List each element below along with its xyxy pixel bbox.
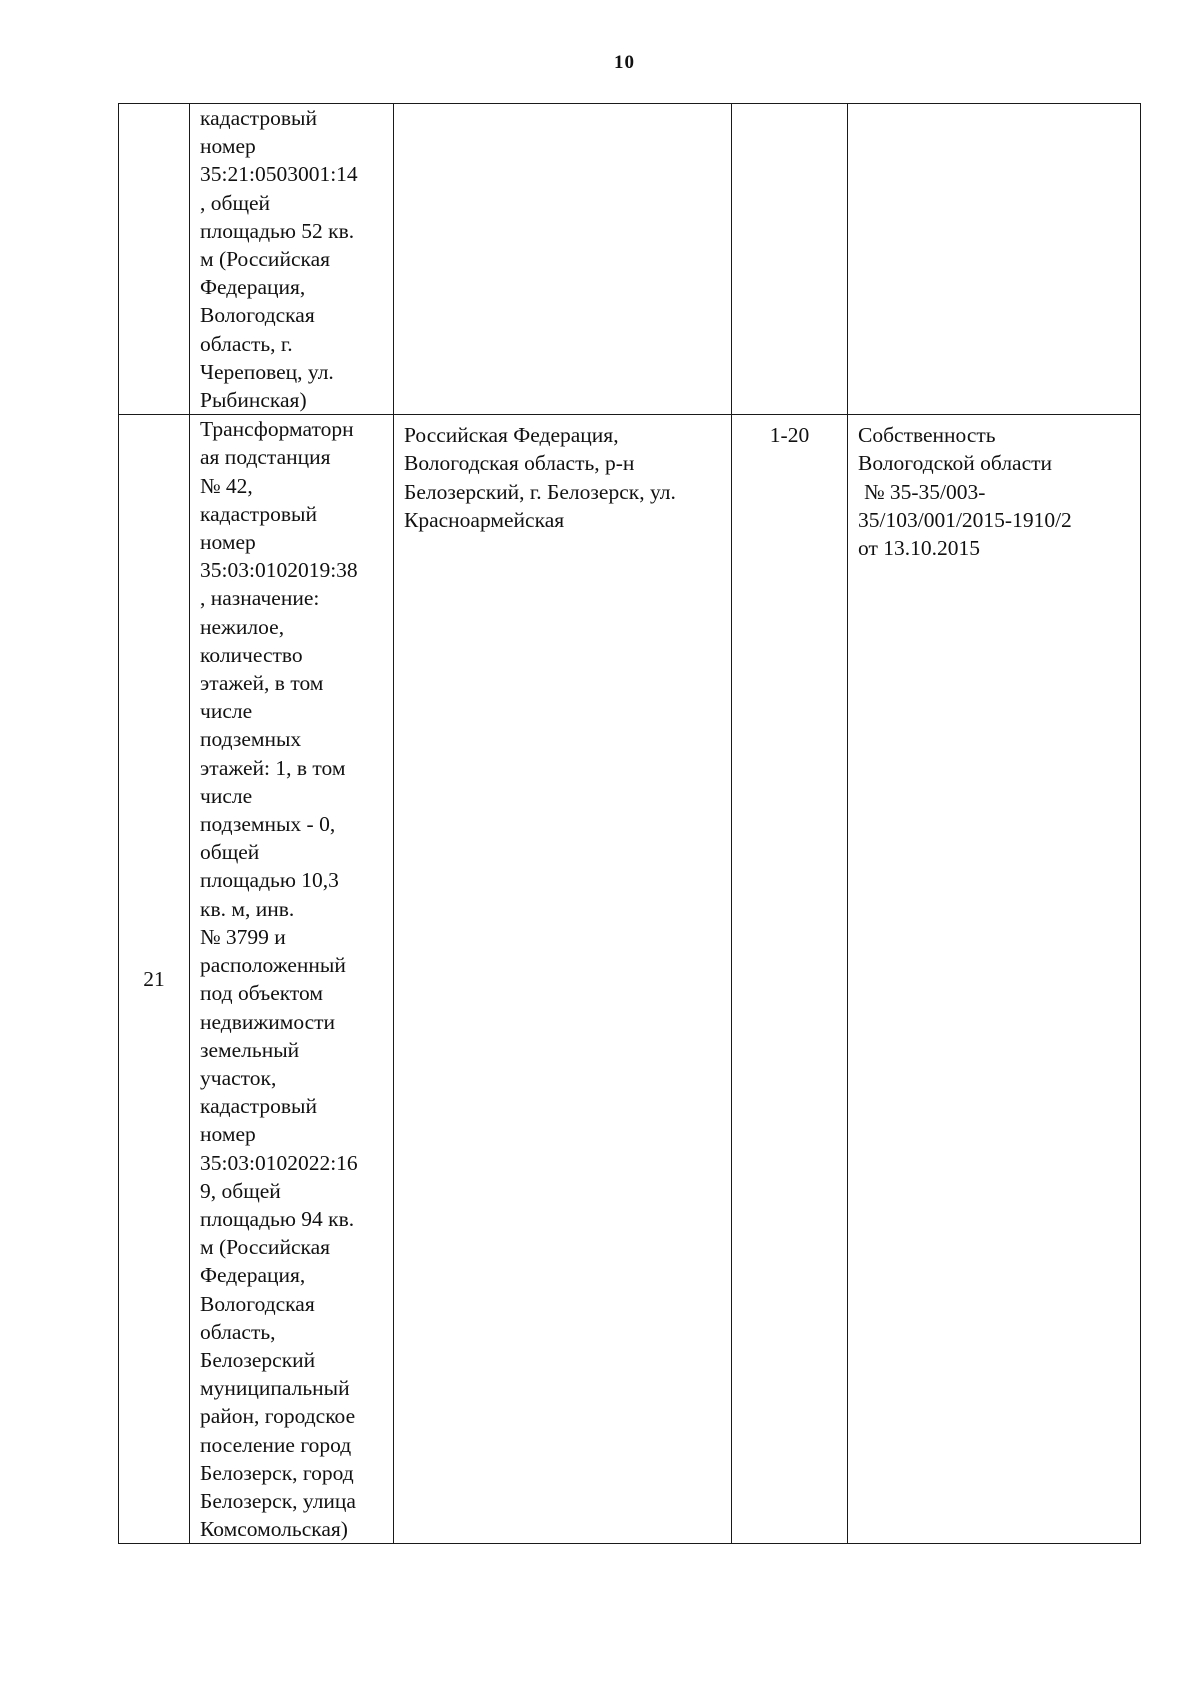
row-number-cell [119, 104, 190, 415]
address-line: Белозерский, г. Белозерск, ул. [404, 479, 676, 504]
description-line: недвижимости [200, 1009, 336, 1034]
description-line: Трансформаторн [200, 417, 354, 442]
description-line: Белозерский [200, 1347, 316, 1372]
description-line: муниципальный [200, 1376, 350, 1401]
description-line: Федерация, [200, 1263, 306, 1288]
row-number-cell: 21 [119, 415, 190, 1544]
description-line: номер [200, 530, 256, 555]
description-line: расположенный [200, 953, 346, 978]
description-line: этажей, в том [200, 671, 324, 696]
description-line: 35:21:0503001:14 [200, 162, 358, 187]
description-line: область, г. [200, 331, 293, 356]
description-line: кадастровый [200, 501, 317, 526]
description-line: нежилое, [200, 614, 285, 639]
description-line: подземных - 0, [200, 812, 336, 837]
description-line: числе [200, 699, 253, 724]
address-line: Вологодская область, р-н [404, 451, 635, 476]
page-number: 10 [614, 52, 635, 73]
address-line: Российская Федерация, [404, 423, 619, 448]
rights-cell [848, 104, 1141, 415]
description-line: номер [200, 134, 256, 159]
rights-line: от 13.10.2015 [858, 536, 980, 561]
description-line: Вологодская [200, 1291, 315, 1316]
description-line: м (Российская [200, 1235, 331, 1260]
description-line: подземных [200, 727, 302, 752]
description-line: кадастровый [200, 1094, 317, 1119]
description-line: земельный [200, 1037, 300, 1062]
description-line: № 3799 и [200, 924, 286, 949]
description-line: 35:03:0102019:38 [200, 558, 358, 583]
property-registry-table [118, 103, 1141, 1544]
description-line: Белозерск, улица [200, 1488, 356, 1513]
table-row [119, 415, 1141, 1544]
description-line: № 42, [200, 473, 253, 498]
rights-cell [848, 415, 1141, 1544]
description-line: количество [200, 642, 303, 667]
description-line: этажей: 1, в том [200, 755, 346, 780]
description-line: Федерация, [200, 275, 306, 300]
object-description-cell [190, 415, 394, 1544]
description-line: Череповец, ул. [200, 359, 334, 384]
description-line: м (Российская [200, 247, 331, 272]
description-line: общей [200, 840, 260, 865]
address-cell [394, 104, 732, 415]
description-line: участок, [200, 1065, 277, 1090]
description-line: Комсомольская) [200, 1517, 348, 1542]
description-line: поселение город [200, 1432, 352, 1457]
description-line: Белозерск, город [200, 1460, 354, 1485]
description-line: кадастровый [200, 106, 317, 130]
rights-line: 35/103/001/2015-1910/2 [858, 507, 1072, 532]
description-line: 9, общей [200, 1178, 281, 1203]
area-cell: 1-20 [732, 415, 848, 1544]
description-line: Вологодская [200, 303, 315, 328]
rights-line: № 35-35/003- [864, 479, 986, 504]
description-line: числе [200, 783, 253, 808]
description-line: площадью 94 кв. [200, 1206, 355, 1231]
description-line: Рыбинская) [200, 388, 307, 413]
description-line: , общей [200, 190, 271, 215]
description-line: , назначение: [200, 586, 320, 611]
description-line: 35:03:0102022:16 [200, 1150, 358, 1175]
description-line: под объектом [200, 981, 323, 1006]
address-cell [394, 415, 732, 1544]
description-line: кв. м, инв. [200, 896, 295, 921]
description-line: площадью 10,3 [200, 868, 339, 893]
description-line: район, городское [200, 1404, 356, 1429]
area-cell [732, 104, 848, 415]
rights-line: Вологодской области [858, 451, 1053, 476]
description-line: область, [200, 1319, 276, 1344]
description-line: номер [200, 1122, 256, 1147]
description-line: ая подстанция [200, 445, 331, 470]
object-description-cell [190, 104, 394, 415]
table-row [119, 104, 1141, 415]
description-line: площадью 52 кв. [200, 218, 355, 243]
address-line: Красноармейская [404, 507, 565, 532]
rights-line: Собственность [858, 423, 996, 448]
